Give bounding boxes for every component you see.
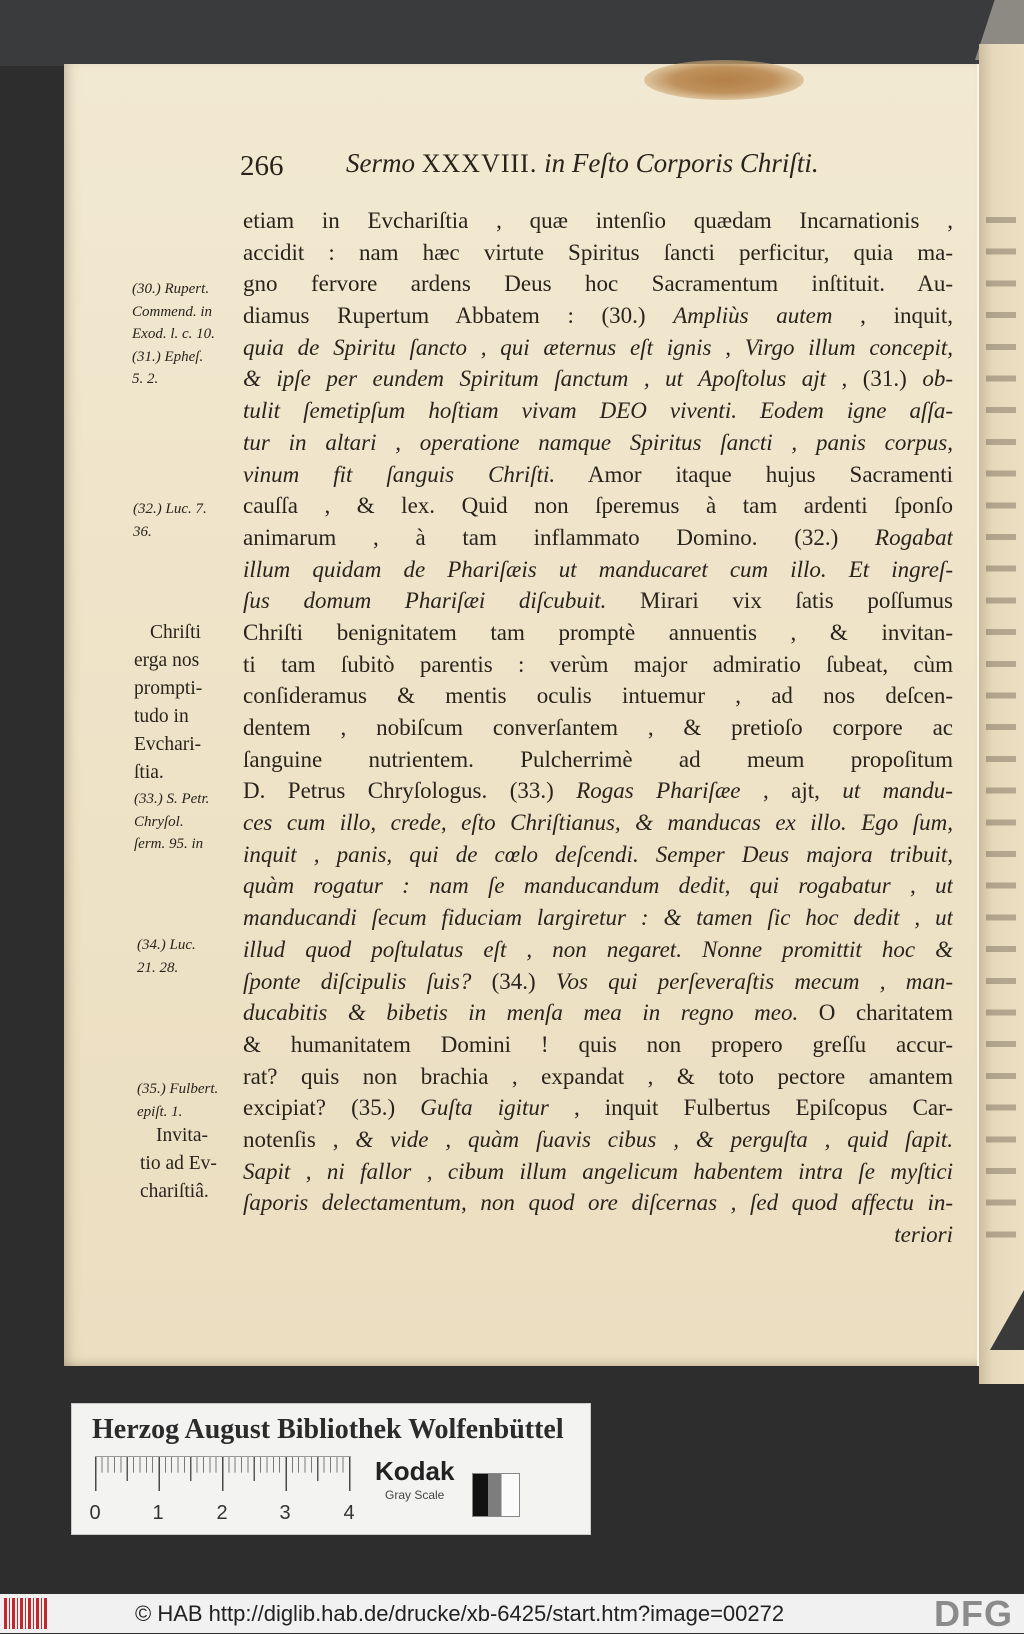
roman-text-segment: animarum , à tam inflammato Domino. (32.) [243,524,876,550]
italic-text-segment: vinum fit ſanguis Chriſti. [243,461,556,487]
italic-text-segment: ſaporis delectamentum, non quod ore diſcernas , ſed quod affectu in- [243,1190,953,1216]
roman-text-segment: gno fervore ardens Deus hoc Sacramentum inſtituit. Au- [243,271,953,297]
text-line [243,870,953,902]
side-heading-line: Evchari- [134,734,202,755]
gray-scale-label: Gray Scale [385,1488,445,1502]
italic-text-segment: Vos qui perſeveraſtis mecum , man- [555,968,953,994]
italic-text-segment: & vide , quàm ſuavis cibus , & perguſta , quid ſapit. [355,1126,953,1152]
roman-text-segment: O charitatem [798,1000,953,1026]
text-line [243,332,953,364]
margin-note-32 [133,498,207,543]
page-edge [977,64,979,1366]
gray-scale-swatch [472,1473,520,1517]
hab-barcode-icon [4,1598,48,1629]
margin-note-line: Commend. in [132,303,212,320]
roman-text-segment: Chriſti benignitatem tam promptè annuentis , & invitan- [243,619,953,645]
text-line [243,522,953,554]
side-heading-line: tio ad Ev- [140,1153,217,1174]
margin-note-line: 21. 28. [137,959,179,976]
roman-text-segment: cauſſa , & lex. Quid non ſperemus à tam ardenti ſponſo [243,493,953,519]
source-credit: © HAB http://diglib.hab.de/drucke/xb-6425/start.htm?image=00272 [135,1601,785,1626]
text-line [243,363,953,395]
italic-text-segment: illum quidam de Phariſæis ut manducaret cum illo. Et ingreſ- [243,556,953,582]
text-line [243,1061,953,1093]
italic-text-segment: & ipſe per eundem Spiritum ſanctum , ut Apoſtolus ajt , [243,366,848,392]
text-line [243,1156,953,1188]
margin-note-line: (33.) S. Petr. [134,791,210,807]
text-line [243,997,953,1029]
italic-text-segment: ſus domum Phariſæi diſcubuit. [243,588,607,614]
text-line [243,490,953,522]
italic-text-segment: manducandi ſecum fiduciam largiretur : & tamen ſic hoc dedit , ut [243,905,953,931]
text-line [243,839,953,871]
margin-note-line: epiſt. 1. [137,1103,183,1120]
margin-note-30-31 [132,278,215,391]
text-line [243,554,953,586]
roman-text-segment: ſanguine nutrientem. Pulcherrimè ad meum propoſitum [243,746,953,772]
text-line [243,680,953,712]
side-heading-line: chariſtiâ. [140,1181,209,1202]
running-title-segment: in Feſto Corporis Chriſti. [537,148,819,178]
dfg-logo: DFG [934,1593,1013,1634]
adjacent-page-text-fragments [986,206,1016,1246]
side-heading-line: erga nos [134,650,200,671]
running-title [346,146,819,181]
ruler-number: 1 [152,1502,164,1524]
margin-note-line: ſerm. 95. in [134,836,204,852]
italic-text-segment: ob- [922,366,953,392]
text-line [243,1124,953,1156]
text-line [243,395,953,427]
margin-note-33 [134,788,209,856]
ruler-number: 0 [89,1502,101,1524]
text-line [243,617,953,649]
margin-note-line: (35.) Fulbert. [137,1081,219,1097]
italic-text-segment: tulit ſemetipſum hoſtiam vivam DEO viventi. Eodem igne aſſa- [243,398,953,424]
roman-text-segment: , ajt, [740,778,843,804]
text-line [243,744,953,776]
side-heading-line: Invita- [156,1125,208,1146]
catchword: teriori [894,1222,953,1247]
italic-text-segment: quia de Spiritu ſancto , qui æternus eſt ignis , Virgo illum concepit, [243,334,953,360]
side-heading-line: tudo in [134,706,189,727]
roman-text-segment: notenſis , [243,1126,356,1152]
margin-note-line: (30.) Rupert. [132,281,210,297]
text-line [243,268,953,300]
text-line [243,807,953,839]
roman-text-segment: dentem , nobiſcum converſantem , & pretioſo corpore ac [243,715,953,740]
italic-text-segment: ſponte diſcipulis ſuis? [243,968,472,994]
running-title-numeral: XXXVIII. [421,149,538,178]
roman-text-segment: & humanitatem Domini ! quis non propero greſſu accur- [243,1031,953,1057]
side-heading-line: prompti- [134,678,203,699]
roman-text-segment: Amor itaque hujus Sacramenti [555,461,953,487]
italic-text-segment: inquit , panis, qui de cœlo deſcendi. Semper Deus majora tribuit, [243,841,953,867]
italic-text-segment: illud quod poſtulatus eſt , non negaret. Nonne promittit hoc & [243,936,953,962]
text-line [243,300,953,332]
text-line [243,712,953,744]
italic-text-segment: Sapit , ni fallor , cibum illum angelicum habentem intra ſe myſtici [243,1158,953,1184]
margin-note-line: Chryſol. [134,813,184,830]
text-line [243,205,953,237]
side-heading-christi-promptitudo [134,619,202,787]
text-line [243,459,953,491]
margin-note-line: (32.) Luc. 7. [133,501,207,517]
ruler-number: 4 [343,1502,355,1524]
text-line [243,427,953,459]
margin-note-line: (31.) Epheſ. [132,348,204,365]
italic-text-segment: Rogas Phariſæe [576,778,741,804]
roman-text-segment: excipiat? (35.) [243,1095,421,1121]
italic-text-segment: Rogabat [875,524,953,550]
margin-note-34 [137,934,196,979]
roman-text-segment: , inquit, [832,303,953,329]
paper-stain [644,60,804,100]
text-line [243,934,953,966]
italic-text-segment: Guſta igitur [420,1095,549,1121]
margin-note-line: 5. 2. [132,371,159,387]
roman-text-segment: conſideramus & mentis oculis intuemur , ad nos deſcen- [243,683,953,709]
running-title-segment: Sermo [346,148,422,178]
margin-note-line: Exod. l. c. 10. [132,326,215,342]
text-line [243,1029,953,1061]
side-heading-line: ſtia. [134,762,164,783]
roman-text-segment: (31.) [847,366,923,392]
roman-text-segment: rat? quis non brachia , expandat , & toto pectore amantem [243,1063,953,1089]
main-text-block [243,205,953,1251]
margin-note-line: (34.) Luc. [137,937,196,953]
italic-text-segment: quàm rogatur : nam ſe manducandum dedit, qui rogabatur , ut [243,873,953,899]
ruler-scale [95,1456,351,1491]
margin-note-line: 36. [133,523,152,540]
side-heading-invitatio [140,1122,217,1206]
ruler-number: 2 [216,1502,228,1524]
text-line [243,966,953,998]
text-line [243,237,953,269]
roman-text-segment: diamus Rupertum Abbatem : (30.) [243,303,674,329]
roman-text-segment: Mirari vix ſatis poſſumus [606,588,953,614]
institution-name: Herzog August Bibliothek Wolfenbüttel [92,1414,564,1445]
text-line [243,1187,953,1219]
roman-text-segment: (34.) [471,968,556,994]
text-line [243,649,953,681]
italic-text-segment: ut mandu- [842,778,953,804]
text-line [243,585,953,617]
italic-text-segment: ces cum illo, crede, eſto Chriſtianus, & manducas ex illo. Ego ſum, [243,810,953,836]
roman-text-segment: etiam in Evchariſtia , quæ intenſio quædam Incarnationis , [243,208,953,233]
roman-text-segment: , inquit Fulbertus Epiſcopus Car- [548,1095,953,1121]
roman-text-segment: accidit : nam hæc virtute Spiritus ſancti perficitur, quia ma- [243,239,953,265]
kodak-logo: Kodak [375,1456,455,1486]
ruler-number: 3 [279,1502,291,1524]
italic-text-segment: ducabitis & bibetis in menſa mea in regno meo. [243,1000,799,1026]
margin-note-35 [137,1078,218,1123]
scan-background-top [0,0,1024,66]
page-number: 266 [240,150,284,182]
roman-text-segment: ti tam ſubitò parentis : verùm major admiratio ſubeat, cùm [243,651,953,677]
text-line [243,902,953,934]
side-heading-line: Chriſti [150,622,201,643]
roman-text-segment: D. Petrus Chryſologus. (33.) [243,778,577,804]
color-target-card [71,1403,591,1535]
italic-text-segment: tur in altari , operatione namque Spiritus ſancti , panis corpus, [243,429,953,455]
footer-bar [0,1594,1024,1633]
text-line [243,775,953,807]
text-line [243,1092,953,1124]
italic-text-segment: Ampliùs autem [673,303,833,329]
